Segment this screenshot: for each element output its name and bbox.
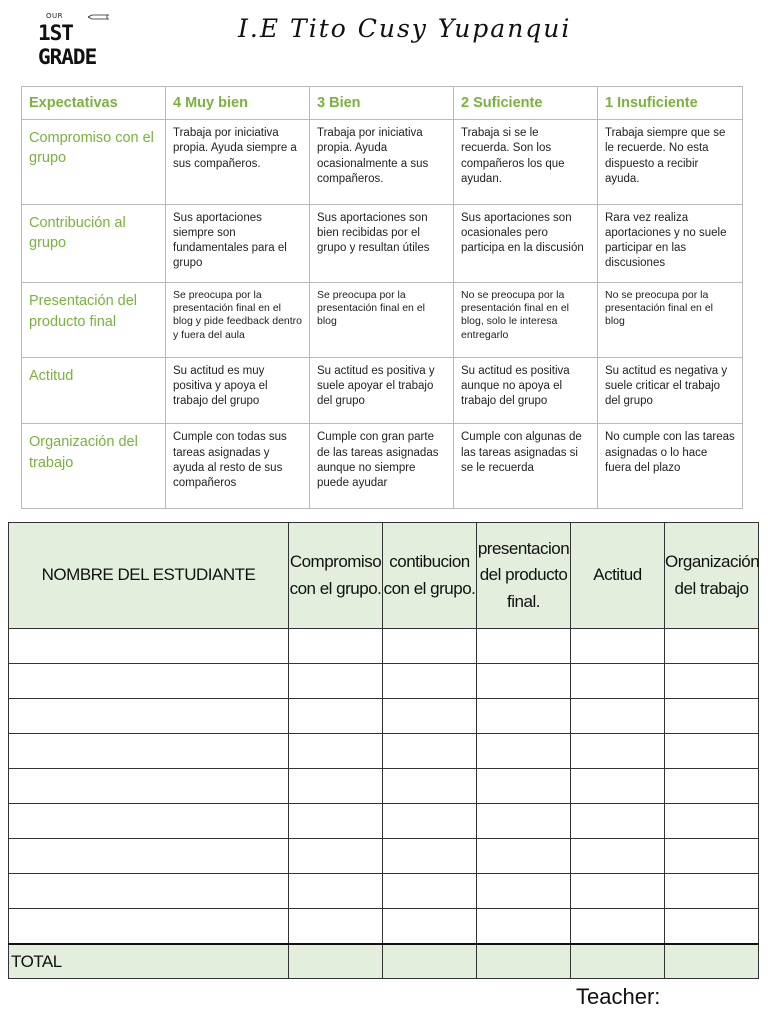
student-name-cell[interactable]	[9, 629, 289, 664]
score-cell[interactable]	[289, 769, 383, 804]
student-row	[9, 909, 759, 945]
score-cell[interactable]	[665, 874, 759, 909]
score-cell[interactable]	[383, 734, 477, 769]
score-cell[interactable]	[289, 699, 383, 734]
score-cell[interactable]	[383, 769, 477, 804]
criterion-presentacion: Presentación del producto final	[22, 283, 166, 358]
student-name-cell[interactable]	[9, 699, 289, 734]
score-cell[interactable]	[571, 804, 665, 839]
header-compromiso: Compromiso con el grupo.	[289, 523, 383, 629]
score-cell[interactable]	[289, 629, 383, 664]
level-cell: No se preocupa por la presentación final en el blog, solo le interesa entregarlo	[454, 283, 598, 358]
rubric-header-expectativas: Expectativas	[22, 87, 166, 120]
score-cell[interactable]	[665, 769, 759, 804]
level-cell: Trabaja siempre que se le recuerde. No esta dispuesto a recibir ayuda.	[598, 120, 743, 205]
student-name-cell[interactable]	[9, 804, 289, 839]
level-cell: Su actitud es negativa y suele criticar el trabajo del grupo	[598, 357, 743, 424]
score-cell[interactable]	[571, 699, 665, 734]
total-cell[interactable]	[665, 944, 759, 979]
score-cell[interactable]	[289, 909, 383, 945]
rubric-row-presentacion	[22, 283, 743, 358]
score-cell[interactable]	[383, 909, 477, 945]
teacher-label: Teacher:	[576, 984, 661, 1009]
score-cell[interactable]	[477, 804, 571, 839]
student-row	[9, 804, 759, 839]
score-cell[interactable]	[665, 839, 759, 874]
rubric-header-suficiente: 2 Suficiente	[454, 87, 598, 120]
level-cell: No se preocupa por la presentación final en el blog	[598, 283, 743, 358]
level-cell: Trabaja por iniciativa propia. Ayuda siempre a sus compañeros.	[166, 120, 310, 205]
pencil-icon	[88, 14, 110, 20]
score-cell[interactable]	[571, 769, 665, 804]
header-nombre-estudiante: NOMBRE DEL ESTUDIANTE	[9, 523, 289, 629]
level-cell: Rara vez realiza aportaciones y no suele participar en las discusiones	[598, 204, 743, 283]
level-cell: Su actitud es positiva aunque no apoya el trabajo del grupo	[454, 357, 598, 424]
header-contribucion: contibucion con el grupo.	[383, 523, 477, 629]
student-name-cell[interactable]	[9, 839, 289, 874]
score-cell[interactable]	[665, 699, 759, 734]
score-cell[interactable]	[571, 664, 665, 699]
score-cell[interactable]	[665, 664, 759, 699]
rubric-row-compromiso	[22, 120, 743, 205]
score-cell[interactable]	[571, 734, 665, 769]
level-cell: Trabaja si se le recuerda. Son los compañeros los que ayudan.	[454, 120, 598, 205]
logo-text: 1ST GRADE	[38, 21, 97, 69]
student-name-cell[interactable]	[9, 909, 289, 945]
student-row	[9, 629, 759, 664]
student-name-cell[interactable]	[9, 664, 289, 699]
level-cell: Sus aportaciones siempre son fundamentales para el grupo	[166, 204, 310, 283]
total-cell[interactable]	[571, 944, 665, 979]
score-cell[interactable]	[477, 629, 571, 664]
score-cell[interactable]	[289, 664, 383, 699]
rubric-header-insuficiente: 1 Insuficiente	[598, 87, 743, 120]
student-row	[9, 734, 759, 769]
score-cell[interactable]	[383, 874, 477, 909]
student-row	[9, 769, 759, 804]
score-cell[interactable]	[477, 769, 571, 804]
header-actitud: Actitud	[571, 523, 665, 629]
score-cell[interactable]	[383, 699, 477, 734]
student-row	[9, 874, 759, 909]
score-cell[interactable]	[571, 839, 665, 874]
student-name-cell[interactable]	[9, 734, 289, 769]
school-title: I.E Tito Cusy Yupanqui	[238, 14, 572, 43]
level-cell: Cumple con gran parte de las tareas asignadas aunque no siempre puede ayudar	[310, 424, 454, 509]
score-cell[interactable]	[571, 874, 665, 909]
level-cell: Sus aportaciones son bien recibidas por el grupo y resultan útiles	[310, 204, 454, 283]
rubric-row-contribucion	[22, 204, 743, 283]
level-cell: Cumple con algunas de las tareas asignadas si se le recuerda	[454, 424, 598, 509]
rubric-row-actitud	[22, 357, 743, 424]
rubric-row-organizacion	[22, 424, 743, 509]
level-cell: Cumple con todas sus tareas asignadas y ayuda al resto de sus compañeros	[166, 424, 310, 509]
score-cell[interactable]	[477, 874, 571, 909]
score-cell[interactable]	[665, 909, 759, 945]
logo	[36, 12, 120, 69]
level-cell: Se preocupa por la presentación final en el blog y pide feedback dentro y fuera del aula	[166, 283, 310, 358]
level-cell: Su actitud es positiva y suele apoyar el trabajo del grupo	[310, 357, 454, 424]
student-evaluation-table	[8, 522, 759, 979]
score-cell[interactable]	[383, 629, 477, 664]
level-cell: Trabaja por iniciativa propia. Ayuda ocasionalmente a sus compañeros.	[310, 120, 454, 205]
score-cell[interactable]	[477, 664, 571, 699]
score-cell[interactable]	[571, 629, 665, 664]
criterion-contribucion: Contribución al grupo	[22, 204, 166, 283]
score-cell[interactable]	[665, 629, 759, 664]
total-cell[interactable]	[477, 944, 571, 979]
score-cell[interactable]	[383, 804, 477, 839]
score-cell[interactable]	[289, 734, 383, 769]
student-name-cell[interactable]	[9, 769, 289, 804]
score-cell[interactable]	[665, 804, 759, 839]
header-presentacion: presentacion del producto final.	[477, 523, 571, 629]
criterion-compromiso: Compromiso con el grupo	[22, 120, 166, 205]
total-cell[interactable]	[289, 944, 383, 979]
score-cell[interactable]	[477, 699, 571, 734]
rubric-header-row	[22, 87, 743, 120]
score-cell[interactable]	[383, 664, 477, 699]
rubric-header-bien: 3 Bien	[310, 87, 454, 120]
student-name-cell[interactable]	[9, 874, 289, 909]
student-table-header-row	[9, 523, 759, 629]
rubric-header-muy-bien: 4 Muy bien	[166, 87, 310, 120]
level-cell: Sus aportaciones son ocasionales pero participa en la discusión	[454, 204, 598, 283]
criterion-organizacion: Organización del trabajo	[22, 424, 166, 509]
score-cell[interactable]	[477, 734, 571, 769]
score-cell[interactable]	[289, 839, 383, 874]
level-cell: No cumple con las tareas asignadas o lo hace fuera del plazo	[598, 424, 743, 509]
score-cell[interactable]	[477, 909, 571, 945]
level-cell: Su actitud es muy positiva y apoya el trabajo del grupo	[166, 357, 310, 424]
header-organizacion: Organización del trabajo	[665, 523, 759, 629]
score-cell[interactable]	[289, 804, 383, 839]
total-row	[9, 944, 759, 979]
criterion-actitud: Actitud	[22, 357, 166, 424]
logo-small-text: OUR	[46, 12, 63, 20]
total-cell[interactable]	[383, 944, 477, 979]
score-cell[interactable]	[571, 909, 665, 945]
rubric-table	[21, 86, 743, 509]
student-row	[9, 839, 759, 874]
score-cell[interactable]	[289, 874, 383, 909]
score-cell[interactable]	[477, 839, 571, 874]
student-row	[9, 664, 759, 699]
level-cell: Se preocupa por la presentación final en el blog	[310, 283, 454, 358]
student-row	[9, 699, 759, 734]
score-cell[interactable]	[383, 839, 477, 874]
total-label: TOTAL	[9, 944, 289, 979]
score-cell[interactable]	[665, 734, 759, 769]
